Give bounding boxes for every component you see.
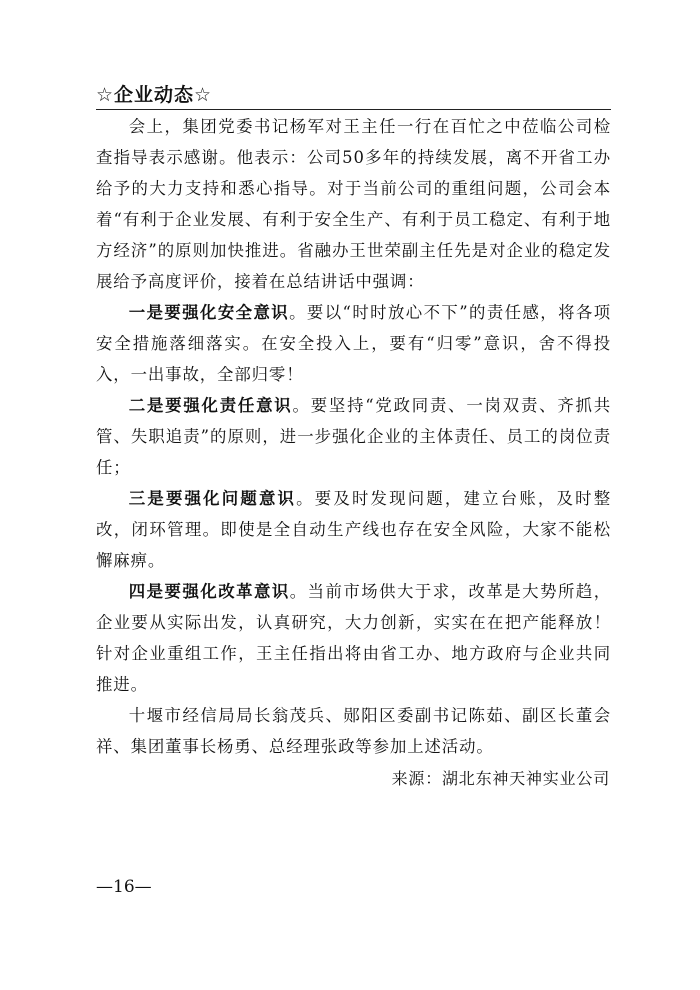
source-attribution: 来源：湖北东神天神实业公司: [391, 769, 610, 788]
paragraph-lead: 四是要强化改革意识: [128, 582, 290, 601]
paragraph-lead: 二是要强化责任意识: [128, 396, 293, 415]
paragraph-text: 。要坚持“党政同责、一岗双责、齐抓共管、失职追责”的原则，进一步强化企业的主体责任、员工的岗位责任；: [96, 396, 611, 477]
article-body: [96, 111, 611, 762]
paragraph: [96, 390, 611, 483]
paragraph-text: 。要及时发现问题，建立台账，及时整改，闭环管理。即使是全自动生产线也存在安全风险，大家不能松懈麻痹。: [96, 489, 611, 570]
paragraph: [96, 576, 611, 700]
paragraph-lead: 一是要强化安全意识: [128, 303, 290, 322]
paragraph-lead: 三是要强化问题意识: [128, 489, 297, 508]
paragraph-text: 会上，集团党委书记杨军对王主任一行在百忙之中莅临公司检查指导表示感谢。他表示：公司50多年的持续发展，离不开省工办给予的大力支持和悉心指导。对于当前公司的重组问题，公司会本着“有利于企业发展、有利于安全生产、有利于员工稳定、有利于地方经济”的原则加快推进。省融办王世荣副主任先是对企业的稳定发展给予高度评价，接着在总结讲话中强调：: [96, 117, 611, 291]
paragraph: [96, 297, 611, 390]
paragraph: [96, 700, 611, 762]
paragraph: [96, 111, 611, 297]
paragraph: [96, 483, 611, 576]
page-number: —16—: [96, 877, 152, 897]
paragraph-text: 。当前市场供大于求，改革是大势所趋，企业要从实际出发，认真研究，大力创新，实实在在把产能释放！针对企业重组工作，王主任指出将由省工办、地方政府与企业共同推进。: [96, 582, 611, 694]
paragraph-text: 十堰市经信局局长翁茂兵、郧阳区委副书记陈茹、副区长董会祥、集团董事长杨勇、总经理张政等参加上述活动。: [96, 706, 611, 756]
title-divider: [96, 109, 611, 110]
section-title: ☆企业动态☆: [96, 84, 213, 106]
paragraph-text: 。要以“时时放心不下”的责任感，将各项安全措施落细落实。在安全投入上，要有“归零”意识，舍不得投入，一出事故，全部归零！: [96, 303, 611, 384]
